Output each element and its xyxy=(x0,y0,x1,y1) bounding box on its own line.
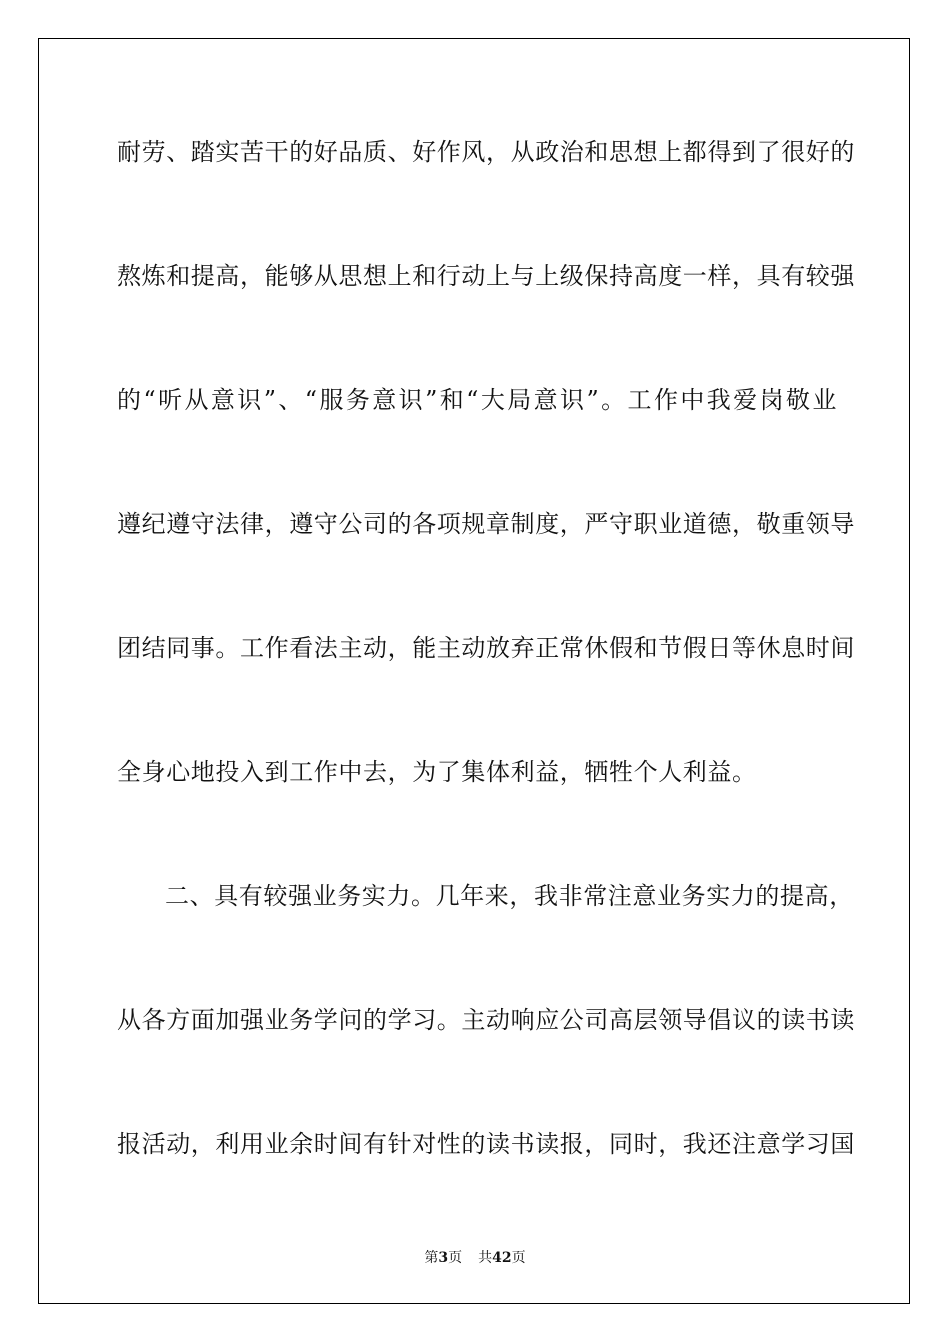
body-text-line-6: 全身心地投入到工作中去，为了集体利益，牺牲个人利益。 xyxy=(117,758,757,786)
body-text-line-9: 报活动，利用业余时间有针对性的读书读报，同时，我还注意学习国 xyxy=(117,1130,855,1158)
page-border xyxy=(38,38,910,1304)
total-suffix: 页 xyxy=(511,1250,526,1266)
page-suffix: 页 xyxy=(448,1250,463,1266)
page-prefix: 第 xyxy=(424,1250,439,1266)
body-text-line-4: 遵纪遵守法律，遵守公司的各项规章制度，严守职业道德，敬重领导 xyxy=(117,510,855,538)
body-text-line-5: 团结同事。工作看法主动，能主动放弃正常休假和节假日等休息时间 xyxy=(117,634,855,662)
body-text-line-1: 耐劳、踏实苦干的好品质、好作风，从政治和思想上都得到了很好的 xyxy=(117,138,855,166)
body-text-line-8: 从各方面加强业务学问的学习。主动响应公司高层领导倡议的读书读 xyxy=(117,1006,855,1034)
total-prefix: 共 xyxy=(478,1250,493,1266)
total-pages: 42 xyxy=(492,1250,512,1266)
page-footer xyxy=(0,1247,950,1267)
body-text-line-2: 熬炼和提高，能够从思想上和行动上与上级保持高度一样，具有较强 xyxy=(117,262,855,290)
body-text-line-3: 的“听从意识”、“服务意识”和“大局意识”。工作中我爱岗敬业 xyxy=(117,386,837,414)
paragraph-start-line: 二、具有较强业务实力。几年来，我非常注意业务实力的提高， xyxy=(165,882,854,910)
page-number: 3 xyxy=(438,1250,449,1266)
